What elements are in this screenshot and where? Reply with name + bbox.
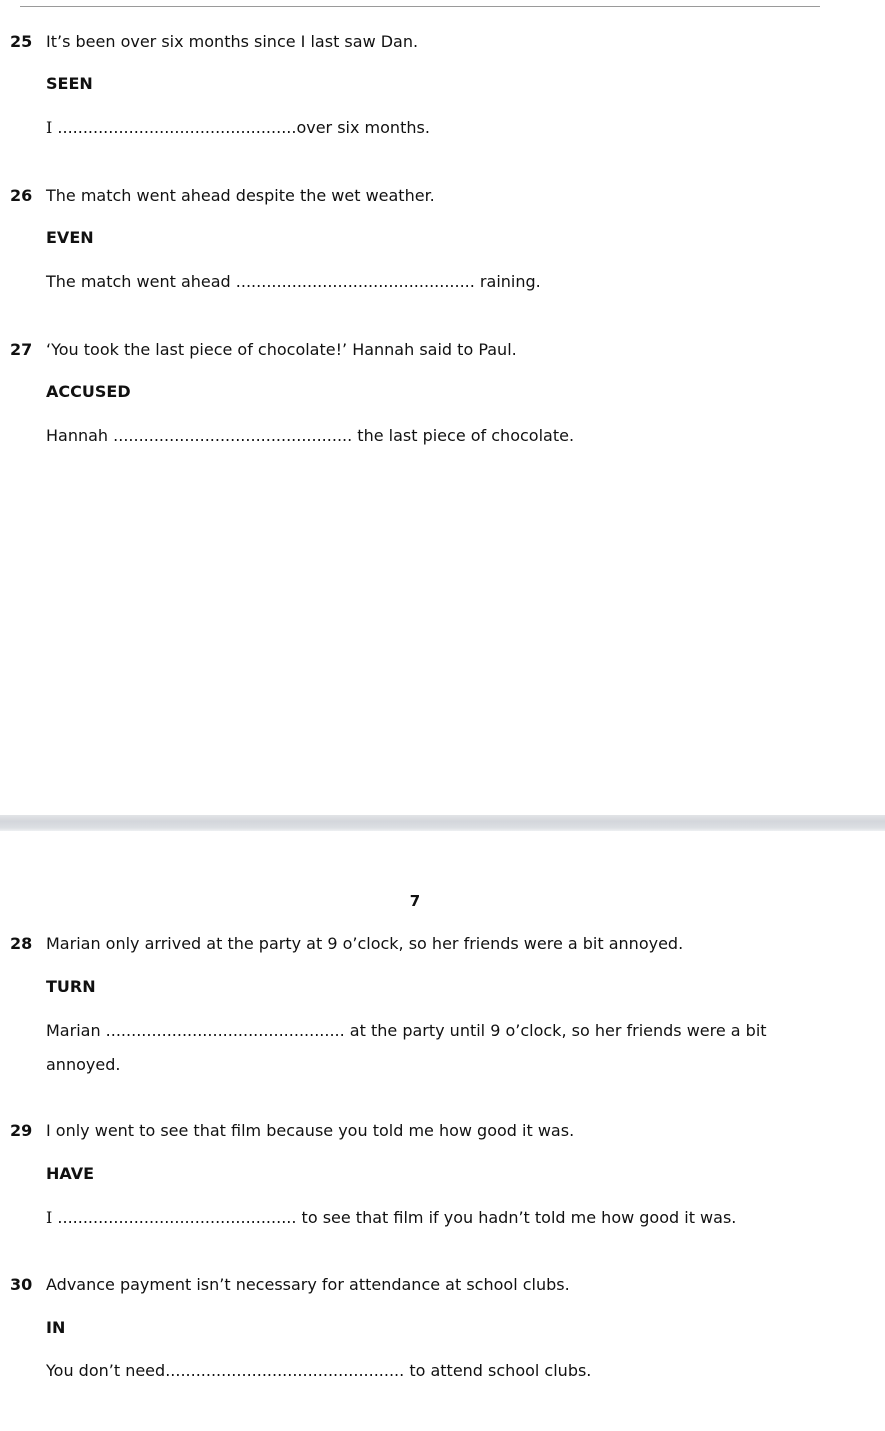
keyword: EVEN [46,228,94,247]
answer-start: I [46,1208,58,1227]
answer-line [46,1201,826,1235]
question-28 [10,932,870,1074]
question-27 [10,338,870,445]
answer-end: to see that film if you hadn’t told me how good it was. [296,1208,737,1227]
keyword: SEEN [46,74,93,93]
question-prompt: Advance payment isn’t necessary for attendance at school clubs. [46,1275,570,1294]
answer-start: Hannah [46,426,114,445]
answer-line [46,111,826,145]
question-prompt: Marian only arrived at the party at 9 o’clock, so her friends were a bit annoyed. [46,934,684,953]
answer-line [46,419,826,453]
keyword: ACCUSED [46,382,131,401]
answer-blank[interactable]: ............................................... [235,272,475,291]
question-number: 25 [10,32,33,51]
question-number: 27 [10,340,33,359]
question-number: 29 [10,1121,33,1140]
answer-end: the last piece of chocolate. [352,426,575,445]
question-number: 28 [10,934,33,953]
answer-blank[interactable]: ............................................... [113,426,353,445]
answer-end: at the party until 9 o’clock, so her friends were a bit annoyed. [46,1021,767,1074]
answer-start: I [46,118,58,137]
answer-blank[interactable]: ............................................... [57,1208,297,1227]
answer-blank[interactable]: ............................................... [105,1021,345,1040]
question-29 [10,1119,870,1227]
keyword: IN [46,1318,66,1337]
question-26 [10,184,870,291]
question-number: 30 [10,1275,33,1294]
question-30 [10,1273,870,1380]
answer-start: The match went ahead [46,272,236,291]
question-prompt: ‘You took the last piece of chocolate!’ Hannah said to Paul. [46,340,517,359]
page-number: 7 [409,892,421,910]
question-25 [10,30,870,137]
answer-blank[interactable]: ............................................... [165,1361,405,1380]
answer-end: to attend school clubs. [404,1361,592,1380]
answer-end: over six months. [296,118,430,137]
question-prompt: The match went ahead despite the wet weather. [46,186,435,205]
keyword: TURN [46,977,96,996]
keyword: HAVE [46,1164,94,1183]
answer-end: raining. [474,272,541,291]
answer-start: Marian [46,1021,106,1040]
question-prompt: It’s been over six months since I last saw Dan. [46,32,419,51]
answer-line [46,265,826,299]
page-break [0,815,885,831]
question-number: 26 [10,186,33,205]
answer-line [46,1014,826,1082]
answer-line [46,1354,826,1388]
answer-start: You don’t need [46,1361,166,1380]
answer-blank[interactable]: ............................................... [57,118,297,137]
top-divider [20,6,820,7]
question-prompt: I only went to see that film because you told me how good it was. [46,1121,575,1140]
